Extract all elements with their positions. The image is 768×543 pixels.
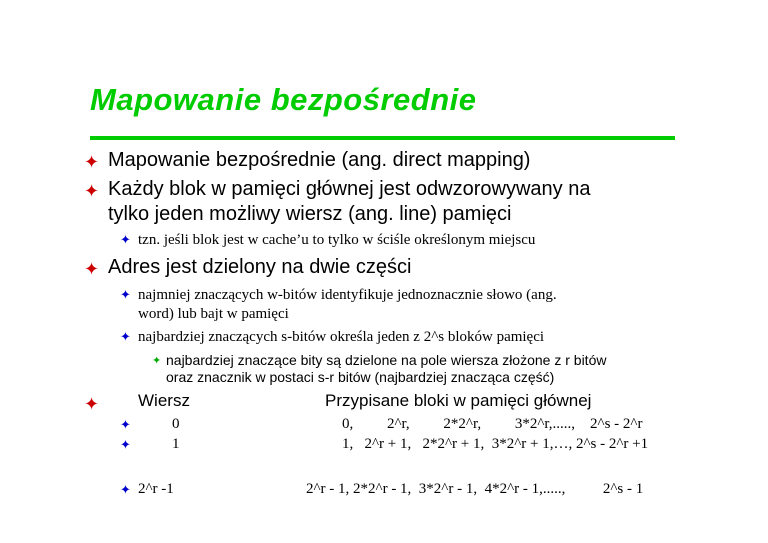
sub-bullet-w-bits-line1: najmniej znaczących w-bitów identyfikuje jednoznacznie słowo (ang. (138, 287, 557, 303)
table-row-blocks: 1, 2^r + 1, 2*2^r + 1, 3*2^r + 1,…, 2^s - 2^r +1 (342, 436, 649, 452)
slide-title: Mapowanie bezpośrednie (90, 82, 477, 117)
table-row-blocks: 2^r - 1, 2*2^r - 1, 3*2^r - 1, 4*2^r - 1,....., 2^s - 1 (306, 481, 644, 497)
table-header-blocks: Przypisane bloki w pamięci głównej (325, 391, 592, 410)
bullet-each-block-line2: tylko jeden możliwy wiersz (ang. line) pamięci (108, 203, 512, 225)
bullet-star-icon: ✦ (84, 259, 100, 280)
sub-bullet-star-icon: ✦ (120, 418, 131, 433)
table-row-index: 1 (172, 436, 180, 452)
sub-bullet-cache-location: tzn. jeśli blok jest w cache’u to tylko w ściśle określonym miejscu (138, 232, 536, 248)
sub-sub-bullet-tag-line1: najbardziej znaczące bity są dzielone na pole wiersza złożone z r bitów (166, 352, 607, 368)
table-row-blocks: 0, 2^r, 2*2^r, 3*2^r,....., 2^s - 2^r (342, 416, 643, 432)
bullet-star-icon: ✦ (84, 181, 100, 202)
bullet-each-block-line1: Każdy blok w pamięci głównej jest odwzorowywany na (108, 178, 591, 200)
title-underline (90, 136, 675, 140)
table-row-index: 0 (172, 416, 180, 432)
sub-sub-bullet-star-icon: ✦ (152, 354, 162, 367)
sub-bullet-star-icon: ✦ (120, 438, 131, 453)
sub-bullet-w-bits-line2: word) lub bajt w pamięci (138, 306, 289, 322)
sub-sub-bullet-tag-line2: oraz znacznik w postaci s-r bitów (najbardziej znacząca część) (166, 369, 555, 385)
sub-bullet-star-icon: ✦ (120, 330, 131, 345)
sub-bullet-star-icon: ✦ (120, 483, 131, 498)
sub-bullet-star-icon: ✦ (120, 288, 131, 303)
table-header-row: Wiersz (138, 391, 190, 410)
bullet-star-icon: ✦ (84, 394, 100, 415)
sub-bullet-star-icon: ✦ (120, 233, 131, 248)
table-row-index: 2^r -1 (138, 481, 174, 497)
bullet-star-icon: ✦ (84, 152, 100, 173)
sub-bullet-s-bits: najbardziej znaczących s-bitów określa jeden z 2^s bloków pamięci (138, 329, 545, 345)
bullet-direct-mapping: Mapowanie bezpośrednie (ang. direct mapping) (108, 149, 531, 171)
bullet-address-split: Adres jest dzielony na dwie części (108, 256, 412, 278)
